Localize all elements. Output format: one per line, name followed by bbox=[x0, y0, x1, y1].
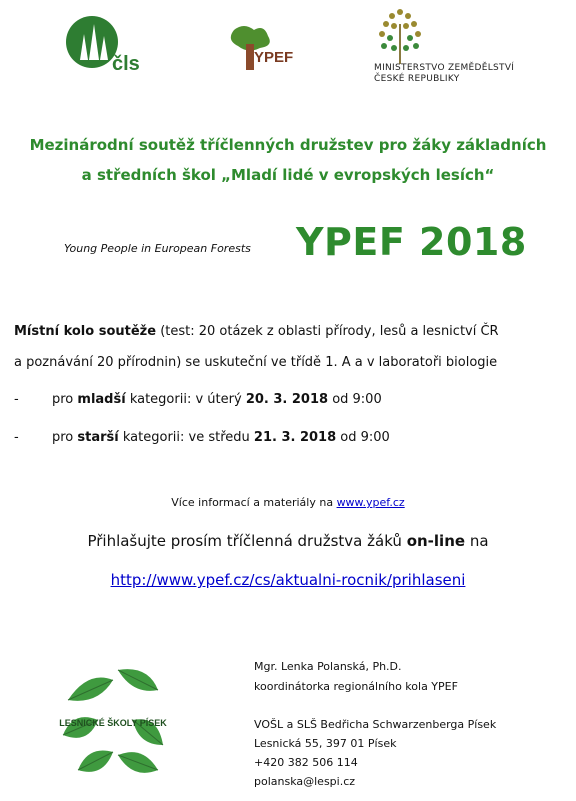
older-category bbox=[14, 430, 390, 445]
registration-link[interactable]: http://www.ypef.cz/cs/aktualni-rocnik/prihlaseni bbox=[110, 571, 466, 589]
more-info bbox=[0, 496, 576, 509]
registration-pre: Přihlašujte prosím tříčlenná družstva žáků bbox=[87, 532, 407, 550]
contact-role: koordinátorka regionálního kola YPEF bbox=[254, 680, 458, 693]
registration-text bbox=[0, 532, 576, 550]
registration-online: on-line bbox=[406, 532, 466, 550]
ministry-logo bbox=[372, 4, 428, 66]
lesnicke-skoly-logo bbox=[58, 660, 168, 782]
contact-school: VOŠL a SLŠ Bedřicha Schwarzenberga Písek bbox=[254, 718, 497, 731]
older-time: od 9:00 bbox=[336, 430, 390, 445]
younger-mid: kategorii: v úterý bbox=[125, 392, 246, 407]
younger-label: mladší bbox=[77, 392, 126, 407]
older-date: 21. 3. 2018 bbox=[253, 430, 337, 445]
younger-time: od 9:00 bbox=[328, 392, 382, 407]
older-mid: kategorii: ve středu bbox=[118, 430, 254, 445]
local-round-line-2: a poznávání 20 přírodnin) se uskuteční ve třídě 1. A a v laboratoři biologie bbox=[14, 355, 498, 370]
older-pre: pro bbox=[52, 430, 78, 445]
contact-address: Lesnická 55, 397 01 Písek bbox=[254, 737, 397, 750]
contact-name: Mgr. Lenka Polanská, Ph.D. bbox=[254, 660, 402, 673]
heading-line-2: a středních škol „Mladí lidé v evropských lesích“ bbox=[81, 166, 495, 184]
local-round-label: Místní kolo soutěže bbox=[14, 324, 157, 339]
contact-email: polanska@lespi.cz bbox=[254, 775, 356, 788]
lesnicke-logo-text: LESNICKÉ ŠKOLY PÍSEK bbox=[59, 718, 167, 728]
ypef-logo-trunk bbox=[246, 44, 254, 70]
younger-date: 20. 3. 2018 bbox=[245, 392, 329, 407]
younger-category bbox=[14, 392, 382, 407]
contact-phone: +420 382 506 114 bbox=[254, 756, 358, 769]
local-round-line-1 bbox=[14, 324, 499, 339]
registration-url bbox=[0, 571, 576, 589]
heading-line-1: Mezinárodní soutěž tříčlenných družstev pro žáky základních bbox=[29, 136, 547, 154]
registration-post: na bbox=[465, 532, 489, 550]
bullet-dash: - bbox=[14, 430, 19, 445]
older-label: starší bbox=[77, 430, 119, 445]
ministry-line-2: ČESKÉ REPUBLIKY bbox=[374, 74, 460, 84]
local-round-desc: (test: 20 otázek z oblasti přírody, lesů a lesnictví ČR bbox=[156, 324, 499, 339]
ypef-website-link[interactable]: www.ypef.cz bbox=[336, 496, 405, 509]
ministry-line-1: MINISTERSTVO ZEMĚDĚLSTVÍ bbox=[374, 63, 515, 73]
subtitle: Young People in European Forests bbox=[64, 242, 251, 255]
ypef-logo bbox=[224, 22, 294, 72]
event-title: YPEF 2018 bbox=[296, 220, 527, 264]
younger-pre: pro bbox=[52, 392, 78, 407]
bullet-dash: - bbox=[14, 392, 19, 407]
ministry-name bbox=[374, 63, 514, 85]
ypef-logo-text: YPEF bbox=[254, 49, 294, 66]
cls-logo-text: čls bbox=[112, 53, 140, 74]
cls-logo bbox=[62, 12, 152, 74]
more-info-text: Více informací a materiály na bbox=[171, 496, 337, 509]
